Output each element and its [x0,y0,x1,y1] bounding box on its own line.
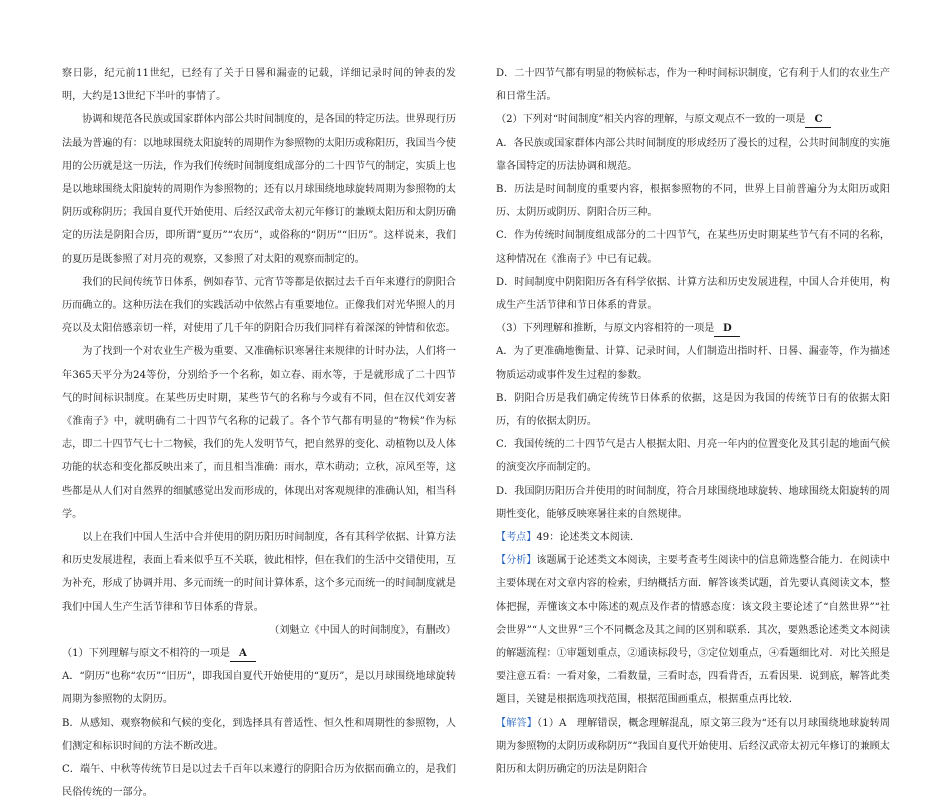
option-c: C．我国传统的二十四节气是古人根据太阳、月亮一年内的位置变化及其引起的地面气候的演变次序而制定的。 [496,439,890,474]
left-column [62,62,456,805]
question-2-stem [496,108,890,131]
option-c: C．端午、中秋等传统节日是以过去千百年以来遵行的阴阳合历为依据而确立的，是我们民俗传统的一部分。 [62,764,456,799]
kaodian-section [496,526,890,549]
option-a: A．“阴历”也称“农历”“旧历”，即我国自夏代开始使用的“夏历”，是以月球围绕地球旋转周期为参照物的太阴历。 [62,671,456,706]
kaodian-text: 49：论述类文本阅读． [536,532,641,544]
answer-blank: C [805,113,831,128]
option-d: D．时间制度中阴阳阳历各有科学依据、计算方法和历史发展进程，中国人合并使用，构成生产生活节律和节日体系的背景。 [496,276,890,312]
fenxi-section [496,549,890,711]
answer-blank: A [230,647,256,662]
kaodian-tag: 【考点】 [496,532,537,544]
option-b: B．历法是时间制度的重要内容，根据参照物的不同，世界上目前普遍分为太阳历或阳历、太阴历或阴历、阴阳合历三种。 [496,184,890,219]
question-stem-text: （1）下列理解与原文不相符的一项是 [62,648,230,660]
passage-paragraph: 为了找到一个对农业生产极为重要、又准确标识寒暑往来规律的计时办法，人们将一年365天平分为24等份，分别给予一个名称，如立春、雨水等，于是就形成了二十四节气的时间标识制度。在某些历史时期，某些节气的名称与今或有不同，但在汉代刘安著《淮南子》中，就明确有二十四节气名称的记载了。各个节气都有明显的“物候”作为标志，即二十四节气七十二物候，我们的先人发明节气，把自然界的变化、动植物以及人体功能的状态和变化都反映出来了，而且相当准确：雨水，草木萌动；立秋，凉风至等，这些都是从人们对自然界的细腻感觉出发而形成的，体现出对客观规律的准确认知，相当科学。 [62,346,456,520]
option-c: C．作为传统时间制度组成部分的二十四节气，在某些历史时期某些节气有不同的名称，这种情况在《淮南子》中已有记载。 [496,230,890,265]
question-1-stem [62,642,456,665]
passage-paragraph: 我们的民间传统节日体系，例如春节、元宵节等都是依据过去千百年来遵行的阴阳合历而确立的。这种历法在我们的实践活动中依然占有重要地位。正像我们对光华照人的月亮以及太阳倍感亲切一样，对使用了几千年的阴阳合历我们同样有着深深的钟情和依恋。 [62,276,456,335]
passage-paragraph: 协调和规范各民族或国家群体内部公共时间制度的，是各国的特定历法。世界现行历法最为普遍的有：以地球围绕太阳旋转的周期作为参照物的太阳历或称阳历，我国当今使用的公历就是这一历法，作为我们传统时间制度组成部分的二十四节气的制定，实质上也是以地球围绕太阳旋转的周期作为参照物的；还有以月球围绕地球旋转周期为参照物的太阴历或称阴历；我国自夏代开始使用、后经汉武帝太初元年修订的兼顾太阳历和太阴历确定的历法是阴阳合历，即所谓“夏历”“农历”，或俗称的“阴历”“旧历”。这样说来，我们的夏历是既参照了对月亮的观察，又参照了对太阳的观察而制定的。 [62,114,456,265]
option-d: D．二十四节气都有明显的物候标志，作为一种时间标识制度，它有利于人们的农业生产和日常生活。 [496,68,890,103]
option-a: A．为了更准确地衡量、计算、记录时间，人们制造出指时杆、日晷、漏壶等，作为描述物质运动或事件发生过程的参数。 [496,346,890,381]
fenxi-text: 该题属于论述类文本阅读，主要考查考生阅读中的信息筛选整合能力．在阅读中主要体现在对文章内容的检索，归纳概括方面．解答该类试题，首先要认真阅读文本，整体把握，弄懂该文本中陈述的观点及作者的情感态度：该文段主要论述了“自然世界”“社会世界”“人文世界”三个不同概念及其之间的区别和联系．其次，要熟悉论述类文本阅读的解题流程：①审题划重点，②通读标段号，③定位划重点，④看题细比对．对比关照是要注意五看：一看对象，二看数量，三看时态，四看背否，五看因果．说到底，解答此类题目，关键是根据选项找范围，根据范围画重点，根据重点再比较． [496,555,891,706]
fenxi-tag: 【分析】 [496,555,537,567]
option-b: B．从感知、观察物候和气候的变化，到选择具有普适性、恒久性和周期性的参照物，人们测定和标识时间的方法不断改进。 [62,717,456,752]
question-stem-text: （3）下列理解和推断，与原文内容相符的一项是 [496,323,715,335]
right-column [496,62,890,781]
passage-paragraph: 以上在我们中国人生活中合并使用的阴历阳历时间制度，各有其科学依据、计算方法和历史发展进程，表面上看来似乎互不关联，彼此相悖，但在我们的生活中交错使用，互为补充，形成了协调并用、多元而统一的时间计算体系，这个多元而统一的时间制度就是我们中国人生产生活节律和节日体系的背景。 [62,532,456,613]
jieda-section [496,712,890,782]
option-b: B．阴阳合历是我们确定传统节日体系的依据，这是因为我国的传统节日有的依据太阳历，有的依据太阴历。 [496,392,890,428]
jieda-text: （1）A 理解错误，概念理解混乱，原文第三段为“还有以月球围绕地球旋转周期为参照物的太阴历或称阴历”“我国自夏代开始使用、后经汉武帝太初元年修订的兼顾太阳历和太阴历确定的历法是阴阳合 [496,717,890,776]
question-stem-text: （2）下列对“时间制度”相关内容的理解，与原文观点不一致的一项是 [496,114,806,126]
option-a: A．各民族或国家群体内部公共时间制度的形成经历了漫长的过程，公共时间制度的实施靠各国特定的历法协调和规范。 [496,137,890,172]
passage-paragraph: 察日影，纪元前11世纪，已经有了关于日晷和漏壶的记载，详细记录时间的钟表的发明，大约是13世纪下半叶的事情了。 [62,68,456,103]
jieda-tag: 【解答】 [496,717,538,729]
question-3-stem [496,317,890,340]
answer-blank: D [714,322,740,337]
option-d: D．我国阴历阳历合并使用的时间制度，符合月球围绕地球旋转、地球围绕太阳旋转的周期性变化，能够反映寒暑往来的自然规律。 [496,485,890,520]
passage-source: （刘魁立《中国人的时间制度》，有删改） [269,624,456,636]
